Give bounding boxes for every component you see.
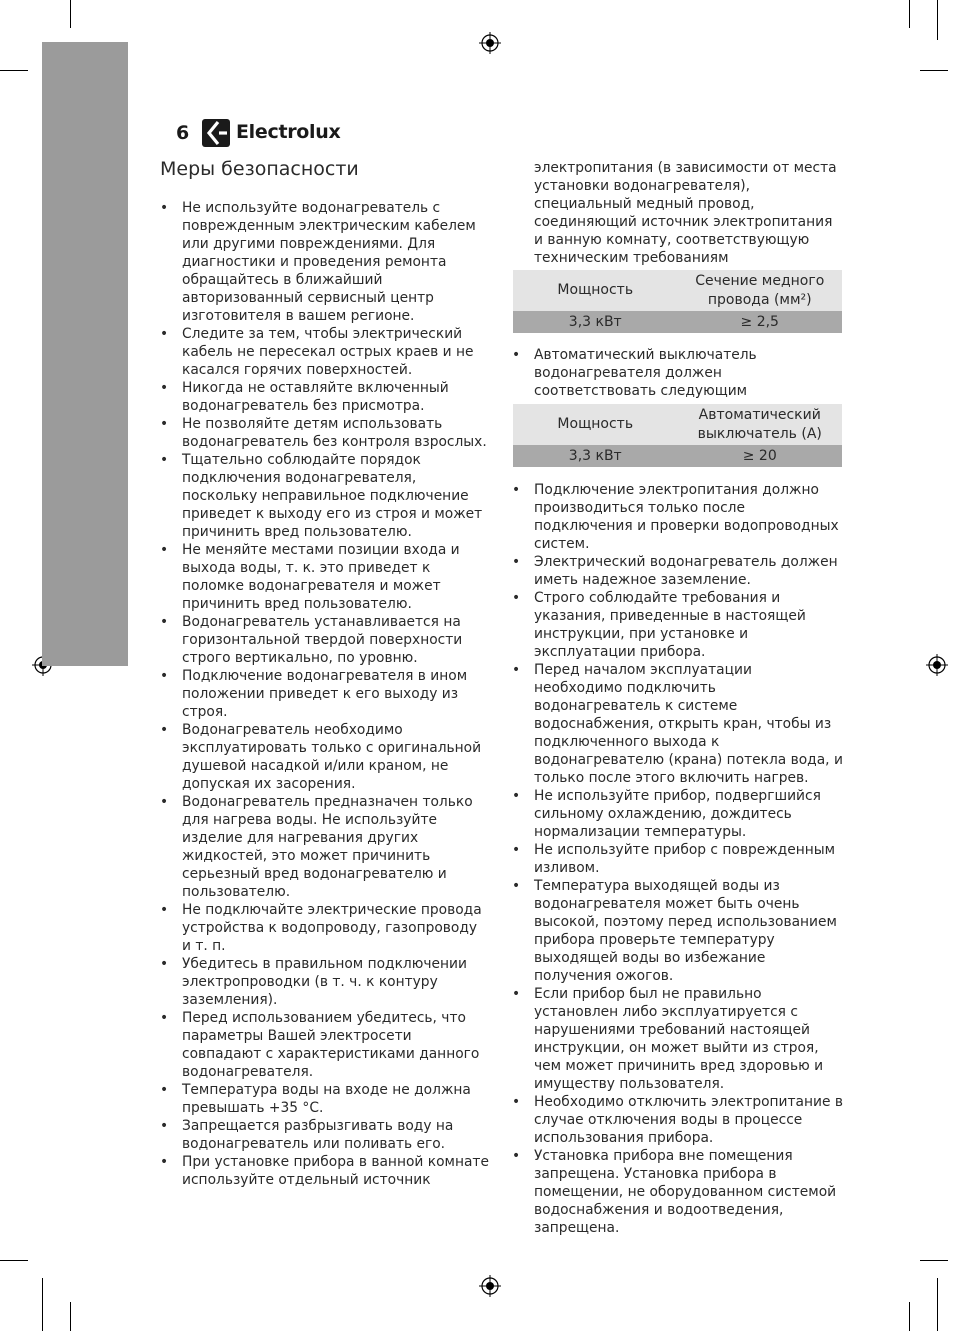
list-item: • Следите за тем, чтобы электрический кабель не пересекал острых краев и не касался горячих поверхностей.	[160, 325, 490, 379]
right-safety-list	[512, 481, 844, 1237]
breaker-table	[513, 404, 842, 467]
table-cell-wire: ≥ 2,5	[678, 311, 843, 333]
brand-name: Electrolux	[236, 121, 341, 143]
crop-mark	[920, 1260, 948, 1261]
table-cell-breaker: ≥ 20	[678, 445, 843, 467]
list-item: • Не подключайте электрические провода устройства к водопроводу, газопроводу и т. п.	[160, 901, 490, 955]
crop-mark	[937, 0, 938, 40]
registration-mark-icon	[926, 654, 948, 676]
continued-paragraph: электропитания (в зависимости от места установки водонагревателя), специальный медный провод, соединяющий источник электропитания и ванную комнату, соответствующую техническим требованиям	[534, 160, 837, 266]
table-header-breaker: Автоматический выключатель (А)	[678, 404, 843, 445]
list-item: • Перед началом эксплуатации необходимо подключить водонагреватель к системе водоснабжения, открыть кран, чтобы из подключенного выхода к водонагревателю (крана) потекла вода, и только после этого включить нагрев.	[512, 661, 844, 787]
table-cell-power: 3,3 кВт	[513, 445, 678, 467]
list-item: • Необходимо отключить электропитание в случае отключения воды в процессе использования прибора.	[512, 1093, 844, 1147]
list-item: • Температура воды на входе не должна превышать +35 °С.	[160, 1081, 490, 1117]
table-header-wire: Сечение медного провода (мм²)	[678, 270, 843, 311]
list-item: • Температура выходящей воды из водонагревателя может быть очень высокой, поэтому перед использованием прибора проверьте температуру выходящей воды во избежание получения ожогов.	[512, 877, 844, 985]
list-item: • Не используйте прибор с поврежденным изливом.	[512, 841, 844, 877]
registration-mark-icon	[479, 1275, 501, 1297]
table-header-power: Мощность	[513, 270, 678, 311]
list-item: • Автоматический выключатель водонагревателя должен соответствовать следующим	[512, 346, 844, 418]
crop-mark	[70, 1302, 71, 1331]
crop-mark	[0, 1260, 28, 1261]
page-number: 6	[176, 122, 190, 144]
list-item: • Никогда не оставляйте включенный водонагреватель без присмотра.	[160, 379, 490, 415]
left-safety-list	[160, 199, 490, 1189]
crop-mark	[937, 1278, 938, 1331]
list-item: • Водонагреватель устанавливается на горизонтальной твердой поверхности строго вертикально, по уровню.	[160, 613, 490, 667]
electrolux-logo-icon	[202, 119, 230, 147]
list-item: • Не используйте прибор, подвергшийся сильному охлаждению, дождитесь нормализации температуры.	[512, 787, 844, 841]
registration-mark-icon	[479, 32, 501, 54]
list-item: • При установке прибора в ванной комнате используйте отдельный источник	[160, 1153, 490, 1189]
crop-mark	[0, 70, 28, 71]
list-item: • Установка прибора вне помещения запрещена. Установка прибора в помещении, не оборудованном системой водоснабжения и водоотведения, запрещена.	[512, 1147, 844, 1237]
list-item: • Убедитесь в правильном подключении электропроводки (в т. ч. к контуру заземления).	[160, 955, 490, 1009]
crop-mark	[920, 70, 948, 71]
list-item: • Электрический водонагреватель должен иметь надежное заземление.	[512, 553, 844, 589]
list-item: • Строго соблюдайте требования и указания, приведенные в настоящей инструкции, при установке и эксплуатации прибора.	[512, 589, 844, 661]
crop-mark	[42, 1278, 43, 1331]
list-item: • Запрещается разбрызгивать воду на водонагреватель или поливать его.	[160, 1117, 490, 1153]
crop-mark	[909, 0, 910, 28]
list-item: • Перед использованием убедитесь, что параметры Вашей электросети совпадают с характеристиками данного водонагревателя.	[160, 1009, 490, 1081]
table-cell-power: 3,3 кВт	[513, 311, 678, 333]
list-item: • Не позволяйте детям использовать водонагреватель без контроля взрослых.	[160, 415, 490, 451]
section-title: Меры безопасности	[160, 158, 359, 180]
crop-mark	[909, 1302, 910, 1331]
side-band	[42, 42, 128, 666]
list-item: • Не меняйте местами позиции входа и выхода воды, т. к. это приведет к поломке водонагревателя и может причинить вред пользователю.	[160, 541, 490, 613]
list-item: • Подключение водонагревателя в ином положении приведет к его выходу из строя.	[160, 667, 490, 721]
list-item: • Подключение электропитания должно производиться только после подключения и проверки водопроводных систем.	[512, 481, 844, 553]
list-item: • Водонагреватель предназначен только для нагрева воды. Не используйте изделие для нагревания других жидкостей, это может причинить серьезный вред водонагревателю и пользователю.	[160, 793, 490, 901]
list-item: • Не используйте водонагреватель с поврежденным электрическим кабелем или другими повреждениями. Для диагностики и проведения ремонта обращайтесь в ближайший авторизованный сервисный центр изготовителя в вашем регионе.	[160, 199, 490, 325]
crop-mark	[70, 0, 71, 28]
list-item: • Водонагреватель необходимо эксплуатировать только с оригинальной душевой насадкой и/или краном, не допуская их засорения.	[160, 721, 490, 793]
wire-section-table	[513, 270, 842, 333]
list-item: • Тщательно соблюдайте порядок подключения водонагревателя, поскольку неправильное подключение приведет к выходу его из строя и может причинить вред пользователю.	[160, 451, 490, 541]
list-item: • Если прибор был не правильно установлен либо эксплуатируется с нарушениями требований настоящей инструкции, он может выйти из строя, чем может причинить вред здоровью и имуществу пользователя.	[512, 985, 844, 1093]
table-header-power: Мощность	[513, 404, 678, 445]
